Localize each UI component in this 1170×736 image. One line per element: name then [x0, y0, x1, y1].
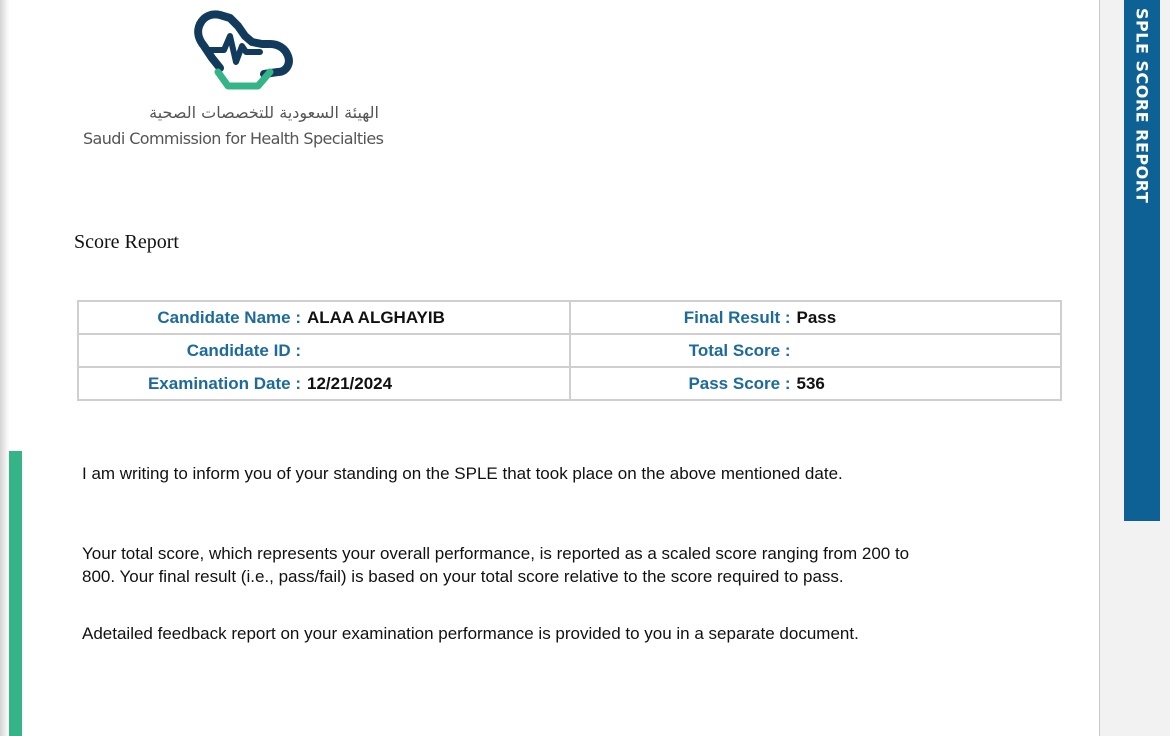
page-right-edge — [1099, 0, 1100, 736]
examination-date-label: Examination Date : — [147, 373, 301, 393]
score-paragraph-line: Your total score, which represents your overall performance, is reported as a scaled score ranging from 200 to — [82, 544, 910, 563]
table-row — [78, 301, 1061, 334]
feedback-paragraph: Adetailed feedback report on your examination performance is provided to you in a separate document. — [82, 624, 859, 643]
total-score-label: Total Score : — [688, 340, 791, 360]
table-cell — [570, 301, 1062, 334]
document-title: Score Report — [74, 231, 179, 253]
logo-english-name: Saudi Commission for Health Specialties — [83, 129, 384, 148]
table-cell — [570, 367, 1062, 400]
candidate-id-label: Candidate ID : — [186, 340, 301, 360]
table-row — [78, 367, 1061, 400]
final-result-value: Pass — [796, 307, 837, 327]
accent-green-bar — [9, 451, 22, 736]
table-cell — [78, 301, 570, 334]
final-result-label: Final Result : — [683, 307, 791, 327]
logo-arabic-name: الهيئة السعودية للتخصصات الصحية — [149, 103, 379, 122]
table-cell — [78, 334, 570, 367]
candidate-info-table — [77, 300, 1062, 401]
scfhs-logo-icon — [190, 10, 305, 105]
candidate-name-label: Candidate Name : — [157, 307, 301, 327]
side-banner-text: SPLE SCORE REPORT — [1132, 8, 1152, 204]
candidate-name-value: ALAA ALGHAYIB — [307, 307, 445, 327]
table-cell — [570, 334, 1062, 367]
pass-score-value: 536 — [796, 373, 825, 393]
table-cell — [78, 367, 570, 400]
pass-score-label: Pass Score : — [688, 373, 791, 393]
score-paragraph-line: 800. Your final result (i.e., pass/fail) is based on your total score relative to the score required to pass. — [82, 567, 844, 586]
score-paragraph — [82, 542, 1042, 588]
table-row — [78, 334, 1061, 367]
examination-date-value: 12/21/2024 — [307, 373, 393, 393]
intro-paragraph: I am writing to inform you of your standing on the SPLE that took place on the above mentioned date. — [82, 464, 843, 483]
